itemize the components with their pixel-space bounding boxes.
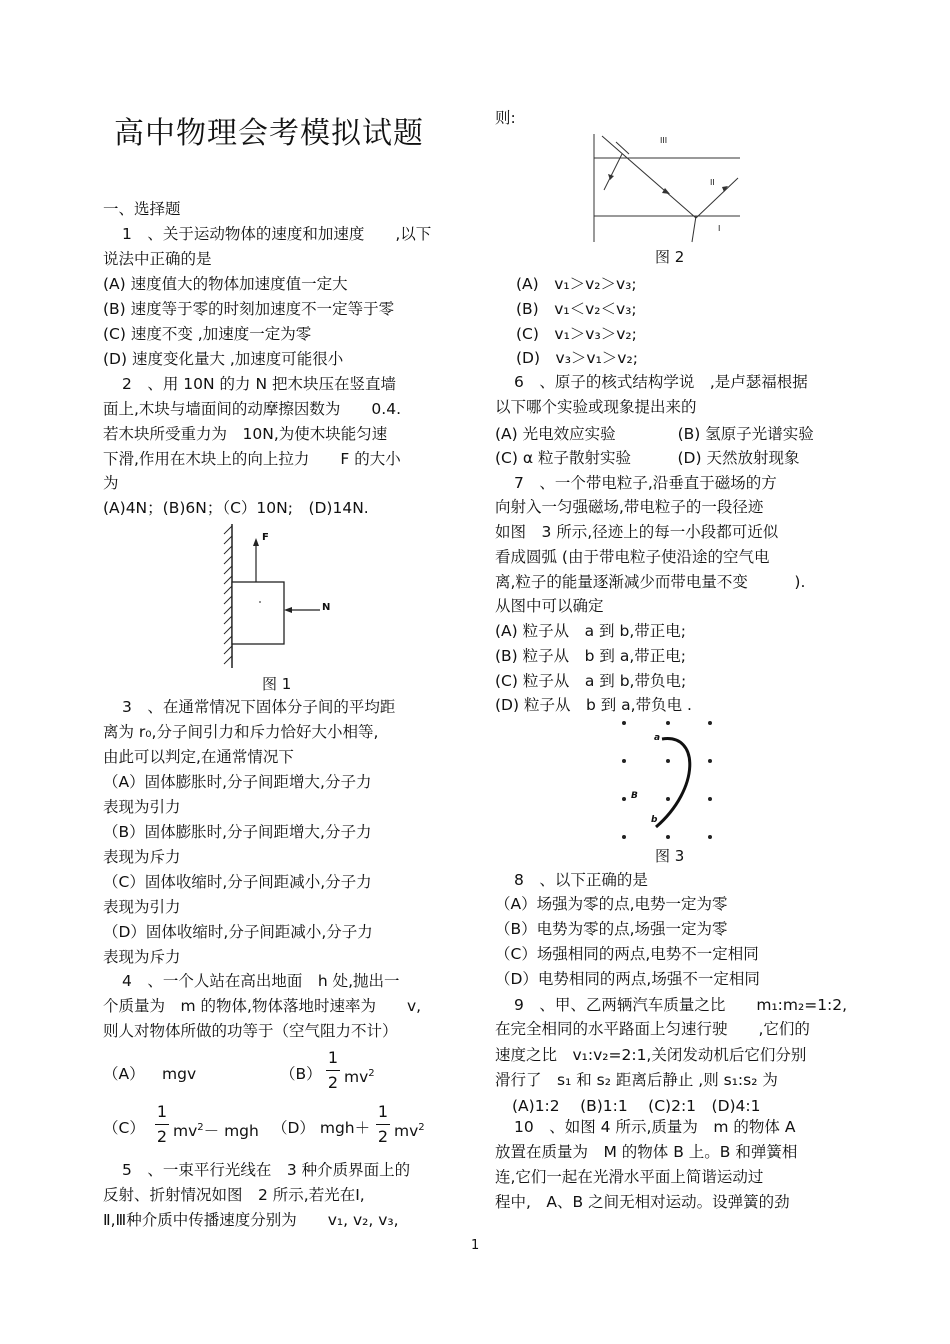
- q5-line: 反射、折射情况如图 2 所示,若光在Ⅰ,: [103, 1186, 365, 1204]
- q9-line: 速度之比 v₁:v₂=2:1,关闭发动机后它们分别: [495, 1046, 807, 1064]
- q5-line: Ⅱ,Ⅲ种介质中传播速度分别为 v₁, v₂, v₃,: [103, 1211, 399, 1229]
- fig3-caption: 图 3: [655, 847, 685, 865]
- q6-options: (A) 光电效应实验 (B) 氢原子光谱实验: [495, 425, 814, 443]
- fraction-numerator: 1: [377, 1102, 389, 1121]
- fraction-bar: [155, 1124, 169, 1125]
- q3-line: 离为 r₀,分子间引力和斥力恰好大小相等,: [103, 723, 379, 741]
- q2-line: 为: [103, 474, 119, 492]
- mv-text: mv: [344, 1068, 369, 1087]
- q3-line: 3 、在通常情况下固体分子间的平均距: [122, 698, 396, 716]
- q7-option: (A) 粒子从 a 到 b,带正电;: [495, 622, 686, 640]
- q7-line: 看成圆弧 (由于带电粒子使沿途的空气电: [495, 548, 770, 566]
- section-heading: 一、选择题: [103, 200, 181, 218]
- figure-1: [220, 522, 340, 670]
- q5-option: (A) v₁＞v₂＞v₃;: [516, 275, 637, 293]
- q3-option: 表现为斥力: [103, 848, 181, 866]
- q3-option: 表现为引力: [103, 798, 181, 816]
- q1-option: (C) 速度不变 ,加速度一定为零: [103, 325, 312, 343]
- fig2-label-ii: II: [710, 178, 715, 187]
- page-title: 高中物理会考模拟试题: [114, 116, 424, 151]
- q10-line: 放置在质量为 M 的物体 B 上。B 和弹簧相: [495, 1143, 798, 1161]
- fig2-label-i: I: [718, 224, 721, 233]
- q2-line: 2 、用 10N 的力 N 把木块压在竖直墙: [122, 375, 396, 393]
- q7-option: (B) 粒子从 b 到 a,带正电;: [495, 647, 686, 665]
- q10-line: 连,它们一起在光滑水平面上简谐运动过: [495, 1168, 764, 1186]
- q7-line: 离,粒子的能量逐渐减少而带电量不变 ).: [495, 573, 806, 591]
- q3-option: （C）固体收缩时,分子间距减小,分子力: [103, 873, 372, 891]
- mgh-text: － mgh: [203, 1122, 259, 1141]
- q5-line: 5 、一束平行光线在 3 种介质界面上的: [122, 1161, 411, 1179]
- q6-line: 以下哪个实验或现象提出来的: [495, 398, 697, 416]
- q4-option-c-label: （C）: [103, 1119, 145, 1137]
- q4-line: 个质量为 m 的物体,物体落地时速率为 v,: [103, 997, 422, 1015]
- fig1-force-label: F: [262, 532, 269, 543]
- figure-3: [618, 717, 718, 841]
- q9-line: 滑行了 s₁ 和 s₂ 距离后静止 ,则 s₁:s₂ 为: [495, 1071, 778, 1089]
- q3-option: 表现为斥力: [103, 948, 181, 966]
- fraction-bar: [326, 1070, 340, 1071]
- q8-option: （B）电势为零的点,场强一定为零: [495, 920, 728, 938]
- fig1-normal-label: N: [322, 602, 331, 613]
- fraction-denominator: 2: [377, 1127, 389, 1146]
- fig3-label-a: a: [654, 733, 661, 743]
- q8-line: 8 、以下正确的是: [514, 871, 648, 889]
- q4-option-b-label: （B）: [280, 1065, 322, 1083]
- q5-option: (B) v₁＜v₂＜v₃;: [516, 300, 637, 318]
- fraction-numerator: 1: [327, 1048, 339, 1067]
- q1-option: (D) 速度变化量大 ,加速度可能很小: [103, 350, 344, 368]
- q3-option: （D）固体收缩时,分子间距减小,分子力: [103, 923, 373, 941]
- fraction-denominator: 2: [327, 1073, 339, 1092]
- mv-text: mv: [394, 1122, 419, 1141]
- q7-line: 7 、一个带电粒子,沿垂直于磁场的方: [514, 474, 777, 492]
- fraction-numerator: 1: [156, 1102, 168, 1121]
- q5-tail: 则:: [495, 109, 516, 127]
- q2-line: 若木块所受重力为 10N,为使木块能匀速: [103, 425, 388, 443]
- q1-line: 说法中正确的是: [103, 250, 212, 268]
- page-number: 1: [471, 1238, 480, 1253]
- q8-option: （C）场强相同的两点,电势不一定相同: [495, 945, 759, 963]
- q10-line: 程中, A、B 之间无相对运动。设弹簧的劲: [495, 1193, 790, 1211]
- fig2-caption: 图 2: [655, 248, 685, 266]
- fraction-denominator: 2: [156, 1127, 168, 1146]
- q7-line: 从图中可以确定: [495, 597, 604, 615]
- q1-option: (A) 速度值大的物体加速度值一定大: [103, 275, 348, 293]
- q7-option: (D) 粒子从 b 到 a,带负电 .: [495, 696, 692, 714]
- q1-line: 1 、关于运动物体的速度和加速度 ,以下: [122, 225, 432, 243]
- q4-line: 则人对物体所做的功等于（空气阻力不计）: [103, 1022, 398, 1040]
- mv-text: mv: [173, 1122, 198, 1141]
- fig1-caption: 图 1: [262, 675, 292, 693]
- q2-line: 下滑,作用在木块上的向上拉力 F 的大小: [103, 450, 401, 468]
- q5-option: (C) v₁＞v₃＞v₂;: [516, 325, 637, 343]
- square-exponent: 2: [368, 1068, 375, 1079]
- q4-option-d-label: （D） mgh＋: [272, 1119, 371, 1137]
- q9-line: 9 、甲、乙两辆汽车质量之比 m₁:m₂=1:2,: [514, 996, 848, 1014]
- q1-option: (B) 速度等于零的时刻加速度不一定等于零: [103, 300, 395, 318]
- q3-option: （B）固体膨胀时,分子间距增大,分子力: [103, 823, 372, 841]
- fraction-bar: [376, 1124, 390, 1125]
- fig3-label-field: B: [631, 791, 638, 801]
- q4-option-a-label: （A）: [103, 1065, 145, 1083]
- q3-line: 由此可以判定,在通常情况下: [103, 748, 294, 766]
- q8-option: （D）电势相同的两点,场强不一定相同: [495, 970, 760, 988]
- q4-option-d-value: [394, 1117, 425, 1142]
- q2-options: (A)4N；(B)6N；（C）10N; (D)14N.: [103, 499, 369, 517]
- q6-options: (C) α 粒子散射实验 (D) 天然放射现象: [495, 449, 800, 467]
- q9-options: (A)1:2 (B)1:1 (C)2:1 (D)4:1: [512, 1097, 761, 1115]
- q4-option-a-value: mgv: [162, 1065, 197, 1083]
- q9-line: 在完全相同的水平路面上匀速行驶 ,它们的: [495, 1020, 810, 1038]
- q7-line: 如图 3 所示,径迹上的每一小段都可近似: [495, 523, 779, 541]
- q7-line: 向射入一匀强磁场,带电粒子的一段径迹: [495, 498, 764, 516]
- square-exponent: 2: [418, 1122, 425, 1133]
- q7-option: (C) 粒子从 a 到 b,带负电;: [495, 672, 687, 690]
- q3-option: 表现为引力: [103, 898, 181, 916]
- square-exponent: 2: [197, 1122, 204, 1133]
- q10-line: 10 、如图 4 所示,质量为 m 的物体 A: [514, 1118, 796, 1136]
- q3-option: （A）固体膨胀时,分子间距增大,分子力: [103, 773, 372, 791]
- q2-line: 面上,木块与墙面间的动摩擦因数为 0.4.: [103, 400, 402, 418]
- q4-line: 4 、一个人站在高出地面 h 处,抛出一: [122, 972, 400, 990]
- fig3-label-b: b: [651, 815, 658, 825]
- fig2-label-iii: III: [660, 136, 668, 145]
- q4-option-c-value: [173, 1117, 259, 1142]
- q4-option-b-value: [344, 1063, 375, 1088]
- q8-option: （A）场强为零的点,电势一定为零: [495, 895, 728, 913]
- q5-option: (D) v₃＞v₁＞v₂;: [516, 349, 638, 367]
- q6-line: 6 、原子的核式结构学说 ,是卢瑟福根据: [514, 373, 808, 391]
